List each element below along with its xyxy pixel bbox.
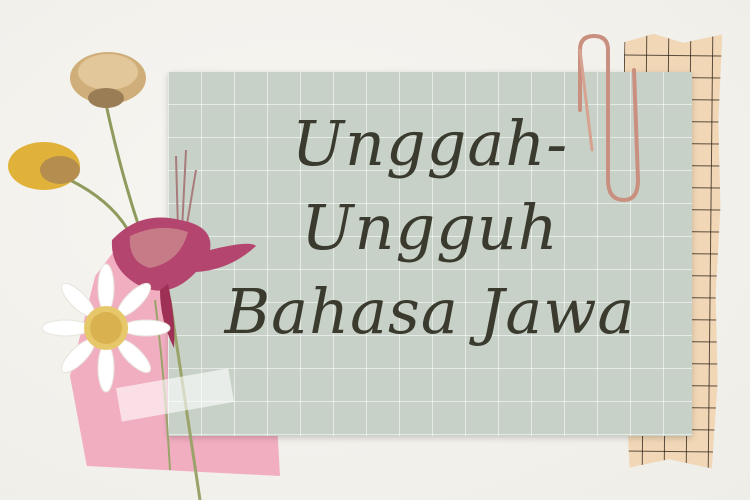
dried-flower-top bbox=[70, 52, 146, 108]
title-line-2: Ungguh bbox=[301, 191, 559, 264]
flower-stamens bbox=[176, 150, 196, 230]
dried-flower-yellow bbox=[8, 142, 80, 190]
paperclip-icon bbox=[556, 30, 646, 220]
title-line-3: Bahasa Jawa bbox=[224, 275, 636, 348]
title-line-1: Unggah- bbox=[291, 107, 569, 180]
pressed-flowers bbox=[0, 0, 300, 500]
flower-stem bbox=[106, 104, 140, 230]
flower-stem bbox=[70, 180, 128, 230]
